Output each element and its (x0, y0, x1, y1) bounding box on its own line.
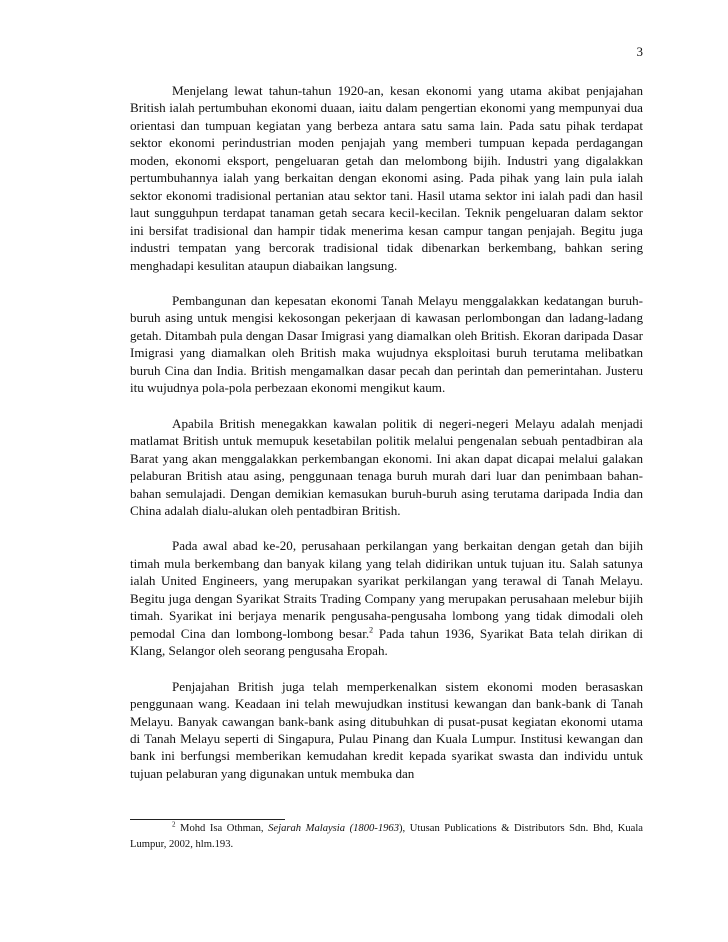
paragraph-1: Menjelang lewat tahun-tahun 1920-an, kesan ekonomi yang utama akibat penjajahan British ialah pertumbuhan ekonomi duaan, iaitu dalam pengertian ekonomi yang mempunyai dua orientasi dan tumpuan kegiatan yang berbeza antara satu sama lain. Pada satu pihak terdapat sektor ekonomi perindustrian moden penjajah yang memberi tumpuan kepada perdagangan moden, ekonomi eksport, pengeluaran getah dan melombong bijih. Industri yang digalakkan pertumbuhannya ialah yang berkaitan dengan ekonomi asing. Pada pihak yang lain pula ialah sektor ekonomi tradisional pertanian atau sektor tani. Hasil utama sektor ini ialah padi dan hasil laut sungguhpun terdapat tanaman getah secara kecil-kecilan. Teknik pengeluaran dalam sektor ini bersifat tradisional dan hampir tidak menerima kesan campur tangan penjajah. Begitu juga industri tempatan yang bercorak tradisional tidak dibenarkan berkembang, bahkan sering menghadapi kesulitan ataupun diabaikan langsung. (130, 83, 643, 273)
footnote-2 (130, 821, 643, 852)
document-page (130, 0, 643, 942)
footnote-divider (130, 819, 285, 820)
footnote-citation: ), Utusan Publications & Distributors Sdn. Bhd, Kuala Lumpur, 2002, hlm.193. (130, 823, 643, 850)
body-text (130, 82, 643, 782)
footnote-reference-2: 2 (369, 625, 374, 635)
paragraph-3: Apabila British menegakkan kawalan politik di negeri-negeri Melayu adalah menjadi matlamat British untuk memupuk kesetabilan politik melalui pengenalan sebuah pentadbiran ala Barat yang akan menggalakkan perkembangan ekonomi. Ini akan dapat dicapai melalui galakan pelaburan British atau asing, penggunaan tenaga buruh murah dari luar dan penimbaan bahan-bahan semulajadi. Dengan demikian kemasukan buruh-buruh asing terutama daripada India dan China adalah dialu-alukan oleh pentadbiran British. (130, 415, 643, 518)
paragraph-4-text: Pada awal abad ke-20, perusahaan perkilangan yang berkaitan dengan getah dan bijih timah mula berkembang dan banyak kilang yang telah didirikan untuk tujuan itu. Salah satunya ialah United Engineers, yang merupakan syarikat perkilangan yang terawal di Tanah Melayu. Begitu juga dengan Syarikat Straits Trading Company yang merupakan perusahaan melebur bijih timah. Syarikat ini berjaya menarik pengusaha-pengusaha lombong yang tidak dimodali oleh pemodal Cina dan lombong-lombong besar. (130, 538, 643, 641)
paragraph-4 (130, 537, 643, 659)
footnote-book-title: Sejarah Malaysia (1800-1963 (268, 823, 400, 834)
footnote-marker: 2 (172, 820, 176, 829)
footnote-author: Mohd Isa Othman, (175, 823, 269, 834)
paragraph-2: Pembangunan dan kepesatan ekonomi Tanah Melayu menggalakkan kedatangan buruh-buruh asing untuk mengisi kekosongan pekerjaan di kawasan perlombongan dan ladang-ladang getah. Ditambah pula dengan Dasar Imigrasi yang diamalkan oleh British. Ekoran daripada Dasar Imigrasi yang diamalkan oleh British maka wujudnya eksploitasi buruh terutama melibatkan buruh Cina dan India. British mengamalkan dasar pecah dan perintah dan pemerintahan. Justeru itu wujudnya pola-pola perbezaan ekonomi mengikut kaum. (130, 292, 643, 396)
paragraph-5: Penjajahan British juga telah memperkenalkan sistem ekonomi moden berasaskan penggunaan wang. Keadaan ini telah mewujudkan institusi kewangan dan bank-bank di Tanah Melayu. Banyak cawangan bank-bank asing ditubuhkan di pusat-pusat kegiatan ekonomi utama di Tanah Melayu seperti di Singapura, Pulau Pinang dan Kuala Lumpur. Institusi kewangan dan bank ini berfungsi memberikan kemudahan kredit kepada syarikat swasta dan individu untuk tujuan pelaburan yang digunakan untuk membuka dan (130, 678, 643, 781)
page-number: 3 (636, 44, 643, 59)
paragraph-4-tail: Pada tahun 1936, Syarikat Bata telah dirikan di Klang, Selangor oleh seorang pengusaha Eropah. (130, 625, 644, 659)
